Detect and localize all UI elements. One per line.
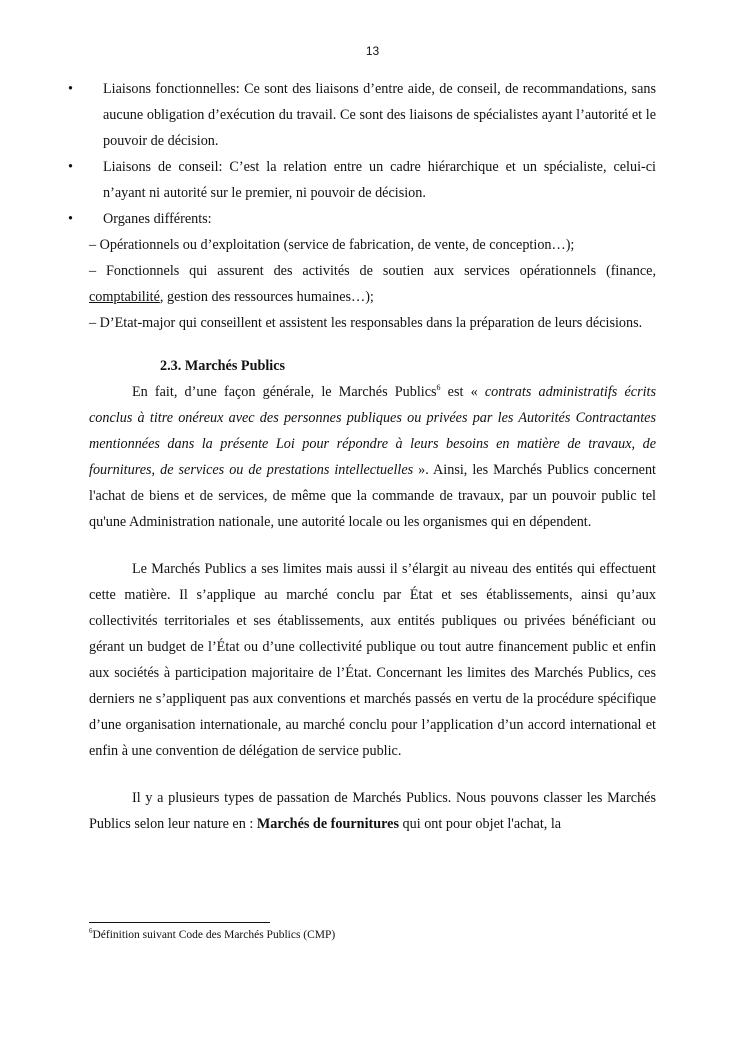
footnote-ref: 6 (436, 383, 441, 392)
para-text: En fait, d’une façon générale, le Marchés Publics (132, 384, 437, 400)
bullet-item (68, 76, 656, 154)
comptabilite-link[interactable]: comptabilité (89, 289, 160, 305)
page-body (68, 76, 657, 837)
footnote-divider (89, 922, 270, 923)
paragraph-definition (89, 379, 656, 535)
bullet-icon: • (68, 81, 73, 97)
bullet-text: Liaisons fonctionnelles: Ce sont des liaisons d’entre aide, de conseil, de recommandations, sans aucune obligation d’exécution du travail. Ce sont des liaisons de spécialistes ayant l’autorité et le pouvoir de décision. (103, 81, 656, 149)
footnote (89, 929, 335, 941)
bullet-text: Organes différents: (103, 211, 212, 227)
bullet-text: Liaisons de conseil: C’est la relation entre un cadre hiérarchique et un spécialiste, celui-ci n’ayant ni autorité sur le premier, ni pouvoir de décision. (103, 159, 656, 201)
page-number: 13 (365, 44, 380, 58)
para-text: qui ont pour objet l'achat, la (398, 816, 562, 832)
bullet-icon: • (68, 159, 73, 175)
para-text: Il y a plusieurs types de passation de Marchés Publics. Nous pouvons classer les Marchés Publics selon leur nature en : (89, 790, 656, 832)
bullet-item (68, 206, 656, 232)
para-text: est « (440, 384, 485, 400)
dash-item-fonctionnels (89, 258, 656, 310)
section-title: 2.3. Marchés Publics (160, 358, 286, 374)
para-text: ». Ainsi, les Marchés Publics concernent l'achat de biens et de services, de même que la commande de travaux, par un pouvoir public tel qu'une Administration nationale, une autorité locale ou les organismes qui en dépendent. (89, 462, 656, 530)
footnote-text: Définition suivant Code des Marchés Publics (CMP) (92, 929, 336, 941)
dash-item-etat-major: – D’Etat-major qui conseillent et assistent les responsables dans la préparation de leurs décisions. (89, 315, 643, 331)
bullet-item (68, 154, 656, 206)
dash-text: – Fonctionnels qui assurent des activités de soutien aux services opérationnels (finance, (89, 263, 656, 279)
paragraph-types (89, 785, 656, 837)
paragraph-limites: Le Marchés Publics a ses limites mais aussi il s’élargit au niveau des entités qui effectuent cette matière. Il s’applique au marché conclu par État et ses établissements, ainsi qu’aux collectivités territoriales et ses établissements, aux entités publiques ou privées bénéficiant ou gérant un budget de l’État ou d’une collectivité publique ou tout autre financement public et enfin aux sociétés à participation majoritaire de l’État. Concernant les limites des Marchés Publics, ces derniers ne s’appliquent pas aux conventions et marchés passés en vertu de la procédure spécifique d’une organisation internationale, au marché conclu pour l’application d’un accord international et enfin à une convention de délégation de service public. (89, 561, 656, 759)
dash-item-operationnels: – Opérationnels ou d’exploitation (service de fabrication, de vente, de conception…); (89, 237, 575, 253)
footnote-number: 6 (89, 927, 93, 935)
bullet-icon: • (68, 211, 73, 227)
dash-text: , gestion des ressources humaines…); (159, 289, 374, 305)
definition-quote: contrats administratifs écrits conclus à titre onéreux avec des personnes publiques ou privées par les Autorités Contractantes mentionnées dans la présente Loi pour répondre à leurs besoins en matière de travaux, de fournitures, de services ou de prestations intellectuelles (89, 384, 657, 478)
bold-term: Marchés de fournitures (256, 816, 399, 832)
